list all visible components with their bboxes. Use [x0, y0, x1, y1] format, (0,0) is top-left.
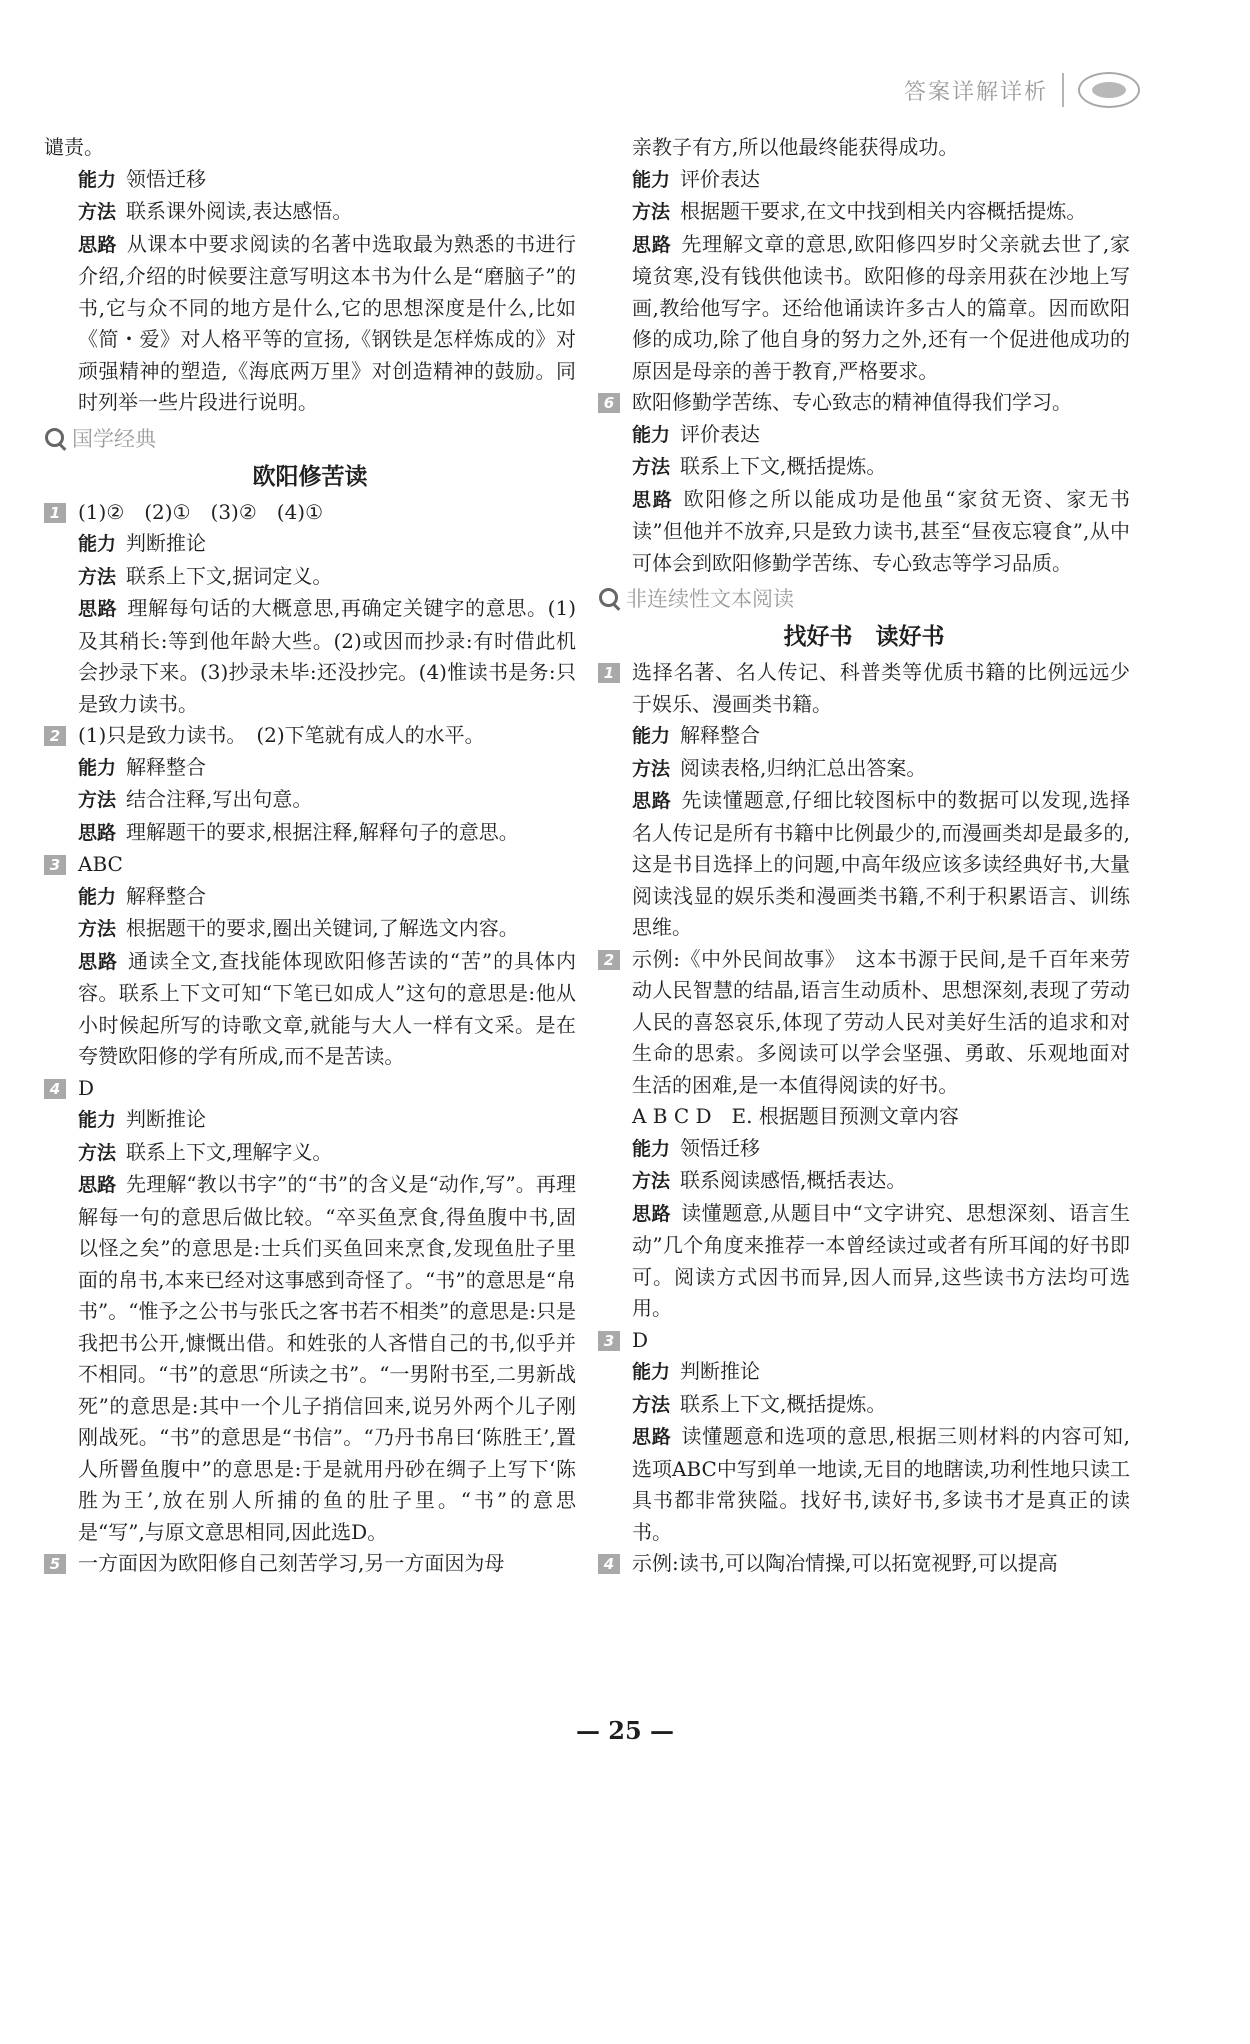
question-number: 1: [598, 663, 620, 683]
answer-text: 判断推论: [126, 531, 207, 555]
answer-text: 判断推论: [126, 1107, 207, 1131]
page-header: [904, 72, 1140, 108]
text-content: 亲教子有方,所以他最终能获得成功。: [632, 135, 959, 159]
question-number: 5: [44, 1554, 66, 1574]
magnifier-icon: [598, 587, 620, 609]
answer-method: [598, 451, 1130, 484]
question-answer: [598, 387, 1130, 419]
answer-method: [598, 1165, 1130, 1198]
answer-text: 解释整合: [680, 723, 761, 747]
section-tag: [598, 579, 1130, 617]
answer-text: 阅读表格,归纳汇总出答案。: [680, 755, 927, 780]
answer-label: 能力: [78, 1109, 117, 1131]
question-number: 4: [598, 1554, 620, 1574]
answer-method: [44, 1137, 576, 1170]
answer-label: 方法: [78, 918, 117, 940]
answer-label: 思路: [78, 1174, 117, 1196]
answer-text: 读懂题意和选项的意思,根据三则材料的内容可知,选项ABC中写到单一地读,无目的地瞎读,功利性地只读工具书都非常狭隘。找好书,读好书,多读书才是真正的读书。: [632, 1424, 1130, 1544]
answer-ability: [598, 1356, 1130, 1389]
text-line: [598, 1101, 1130, 1133]
answer-text: 联系上下文,理解字义。: [126, 1139, 333, 1164]
answer-ability: [598, 1133, 1130, 1166]
answer-ability: [44, 752, 576, 785]
answer-method: [598, 196, 1130, 229]
answer-ability: [44, 881, 576, 914]
question-answer-text: 示例:《中外民间故事》 这本书源于民间,是千百年来劳动人民智慧的结晶,语言生动质朴、思想深刻,表现了劳动人民的喜怒哀乐,体现了劳动人民对美好生活的追求和对生命的思索。多阅读可以学会坚强、勇敢、乐观地面对生活的困难,是一本值得阅读的好书。: [632, 946, 1130, 1097]
answer-method: [598, 1389, 1130, 1422]
answer-method: [598, 753, 1130, 786]
question-answer-text: 选择名著、名人传记、科普类等优质书籍的比例远远少于娱乐、漫画类书籍。: [632, 660, 1130, 716]
answer-text: 判断推论: [680, 1359, 761, 1383]
section-tag: [44, 419, 576, 457]
answer-ability: [44, 528, 576, 561]
answer-label: 方法: [632, 456, 671, 478]
answer-reasoning: [598, 1421, 1130, 1548]
answer-text: 联系上下文,概括提炼。: [680, 454, 887, 478]
answer-text: 从课本中要求阅读的名著中选取最为熟悉的书进行介绍,介绍的时候要注意写明这本书为什么是“磨脑子”的书,它与众不同的地方是什么,它的思想深度是什么,比如《简・爱》对人格平等的宣扬,《钢铁是怎样炼成的》对顽强精神的塑造,《海底两万里》对创造精神的鼓励。同时列举一些片段进行说明。: [78, 231, 576, 414]
answer-label: 方法: [78, 789, 117, 811]
answer-text: 先读懂题意,仔细比较图标中的数据可以发现,选择名人传记是所有书籍中比例最少的,而漫画类却是最多的,这是书目选择上的问题,中高年级应该多读经典好书,大量阅读浅显的娱乐类和漫画类书籍,不利于积累语言、训练思维。: [632, 788, 1130, 939]
answer-text: 解释整合: [126, 754, 207, 779]
question-answer: [44, 1073, 576, 1105]
answer-label: 方法: [632, 757, 671, 780]
answer-label: 方法: [78, 201, 117, 223]
answer-reasoning: [44, 1169, 576, 1548]
question-answer-text: (1)只是致力读书。 (2)下笔就有成人的水平。: [78, 723, 485, 747]
answer-method: [44, 561, 576, 594]
answer-label: 思路: [78, 598, 118, 620]
magnifier-icon: [44, 427, 66, 449]
answer-ability: [598, 720, 1130, 753]
answer-reasoning: [44, 946, 576, 1073]
answer-reasoning: [598, 229, 1130, 388]
right-column: [598, 132, 1130, 1580]
question-number: 1: [44, 503, 66, 523]
question-answer-text: ABC: [78, 852, 123, 876]
answer-method: [44, 784, 576, 817]
answer-label: 方法: [78, 1141, 117, 1164]
question-number: 3: [598, 1331, 620, 1351]
question-answer-text: D: [78, 1075, 95, 1100]
answer-text: 联系课外阅读,表达感悟。: [126, 199, 353, 223]
section-tag-label: 国学经典: [72, 426, 156, 451]
answer-label: 思路: [632, 1426, 672, 1448]
section-tag-label: 非连续性文本阅读: [626, 587, 794, 611]
answer-label: 能力: [632, 725, 671, 747]
answer-label: 能力: [632, 1137, 671, 1160]
question-answer-text: (1)② (2)① (3)② (4)①: [78, 499, 324, 524]
question-answer: [44, 849, 576, 881]
answer-text: 评价表达: [680, 421, 761, 446]
question-answer: [44, 720, 576, 752]
question-answer-text: 示例:读书,可以陶冶情操,可以拓宽视野,可以提高: [632, 1551, 1058, 1575]
answer-text: 联系上下文,概括提炼。: [680, 1391, 887, 1416]
question-answer: [44, 1548, 576, 1580]
question-answer-text: 欧阳修勤学苦练、专心致志的精神值得我们学习。: [632, 390, 1072, 414]
question-answer: [598, 657, 1130, 720]
text-content: A B C D E. 根据题目预测文章内容: [632, 1104, 959, 1128]
answer-label: 思路: [78, 233, 117, 256]
question-number: 4: [44, 1079, 66, 1099]
question-answer: [598, 1325, 1130, 1357]
question-number: 2: [598, 950, 620, 970]
question-number: 3: [44, 855, 66, 875]
question-answer-text: 一方面因为欧阳修自己刻苦学习,另一方面因为母: [78, 1551, 505, 1575]
question-answer: [598, 1548, 1130, 1580]
publisher-logo-icon: [1078, 72, 1140, 108]
answer-label: 思路: [78, 821, 117, 844]
left-column: [44, 132, 576, 1580]
text-line: [44, 132, 576, 164]
answer-text: 解释整合: [126, 883, 207, 908]
answer-text: 根据题干的要求,圈出关键词,了解选文内容。: [126, 916, 519, 940]
answer-text: 先理解“教以书字”的“书”的含义是“动作,写”。再理解每一句的意思后做比较。“卒买鱼烹食,得鱼腹中书,固以怪之矣”的意思是:士兵们买鱼回来烹食,发现鱼肚子里面的帛书,本来已经对这事感到奇怪了。“书”的意思是“帛书”。“惟予之公书与张氏之客书若不相类”的意思是:只是我把书公开,慷慨出借。和姓张的人吝惜自己的书,似乎并不相同。“书”的意思“所读之书”。“一男附书至,二男新战死”的意思是:其中一个儿子捎信回来,说另外两个儿子刚刚战死。“书”的意思是“书信”。“乃丹书帛曰‘陈胜王’,置人所罾鱼腹中”的意思是:于是就用丹砂在绸子上写下‘陈胜为王’,放在别人所捕的鱼的肚子里。“书”的意思是“写”,与原文意思相同,因此选D。: [78, 1172, 576, 1544]
answer-method: [44, 196, 576, 229]
article-title: 欧阳修苦读: [252, 463, 368, 490]
answer-text: 评价表达: [680, 166, 761, 191]
answer-label: 方法: [78, 565, 117, 588]
answer-label: 思路: [632, 1202, 672, 1225]
answer-reasoning: [598, 785, 1130, 944]
header-divider: [1062, 73, 1064, 107]
text-line: [598, 132, 1130, 164]
answer-label: 能力: [632, 1361, 671, 1383]
answer-text: 理解每句话的大概意思,再确定关键字的意思。(1)及其稍长:等到他年龄大些。(2)或因而抄录:有时借此机会抄录下来。(3)抄录未毕:还没抄完。(4)惟读书是务:只是致力读书。: [78, 596, 576, 716]
answer-text: 联系上下文,据词定义。: [126, 563, 333, 588]
article-title: 找好书 读好书: [783, 624, 945, 650]
answer-text: 根据题干要求,在文中找到相关内容概括提炼。: [680, 199, 1087, 223]
answer-label: 思路: [632, 488, 674, 511]
answer-reasoning: [44, 593, 576, 720]
answer-text: 通读全文,查找能体现欧阳修苦读的“苦”的具体内容。联系上下文可知“下笔已如成人”这句的意思是:他从小时候起所写的诗歌文章,就能与大人一样有文采。是在夸赞欧阳修的学有所成,而不是苦读。: [78, 948, 576, 1068]
answer-method: [44, 913, 576, 946]
answer-ability: [44, 1104, 576, 1137]
answer-label: 能力: [78, 168, 117, 191]
answer-label: 思路: [632, 790, 672, 812]
answer-ability: [598, 164, 1130, 197]
answer-text: 领悟迁移: [680, 1135, 761, 1160]
answer-text: 理解题干的要求,根据注释,解释句子的意思。: [126, 819, 519, 844]
answer-label: 能力: [78, 533, 117, 555]
answer-reasoning: [44, 817, 576, 850]
question-answer: [44, 497, 576, 529]
answer-text: 结合注释,写出句意。: [126, 787, 313, 811]
answer-label: 方法: [632, 1393, 671, 1416]
question-answer-text: D: [632, 1327, 649, 1352]
answer-reasoning: [598, 1198, 1130, 1325]
answer-label: 方法: [632, 1170, 671, 1192]
answer-label: 能力: [78, 756, 117, 779]
answer-text: 读懂题意,从题目中“文字讲究、思想深刻、语言生动”几个角度来推荐一本曾经读过或者有所耳闻的好书即可。阅读方式因书而异,因人而异,这些读书方法均可选用。: [632, 1200, 1130, 1320]
answer-ability: [44, 164, 576, 197]
answer-label: 思路: [632, 233, 672, 256]
answer-label: 方法: [632, 201, 671, 223]
question-number: 6: [598, 393, 620, 413]
header-title: 答案详解详析: [903, 79, 1048, 105]
answer-ability: [598, 419, 1130, 452]
answer-text: 联系阅读感悟,概括表达。: [680, 1168, 907, 1192]
answer-label: 能力: [632, 423, 671, 446]
answer-text: 领悟迁移: [126, 166, 207, 191]
page-number: — 25 —: [575, 1716, 675, 1745]
answer-reasoning: [598, 484, 1130, 580]
answer-reasoning: [44, 229, 576, 419]
text-content: 谴责。: [44, 135, 104, 159]
answer-text: 先理解文章的意思,欧阳修四岁时父亲就去世了,家境贫寒,没有钱供他读书。欧阳修的母亲用荻在沙地上写画,教给他写字。还给他诵读许多古人的篇章。因而欧阳修的成功,除了他自身的努力之外,还有一个促进他成功的原因是母亲的善于教育,严格要求。: [632, 231, 1130, 383]
answer-label: 能力: [78, 885, 117, 908]
question-number: 2: [44, 726, 66, 746]
answer-label: 能力: [632, 168, 671, 191]
answer-label: 思路: [78, 950, 118, 973]
question-answer: [598, 944, 1130, 1102]
answer-text: 欧阳修之所以能成功是他虽“家贫无资、家无书读”但他并不放弃,只是致力读书,甚至“昼夜忘寝食”,从中可体会到欧阳修勤学苦练、专心致志等学习品质。: [632, 486, 1130, 575]
